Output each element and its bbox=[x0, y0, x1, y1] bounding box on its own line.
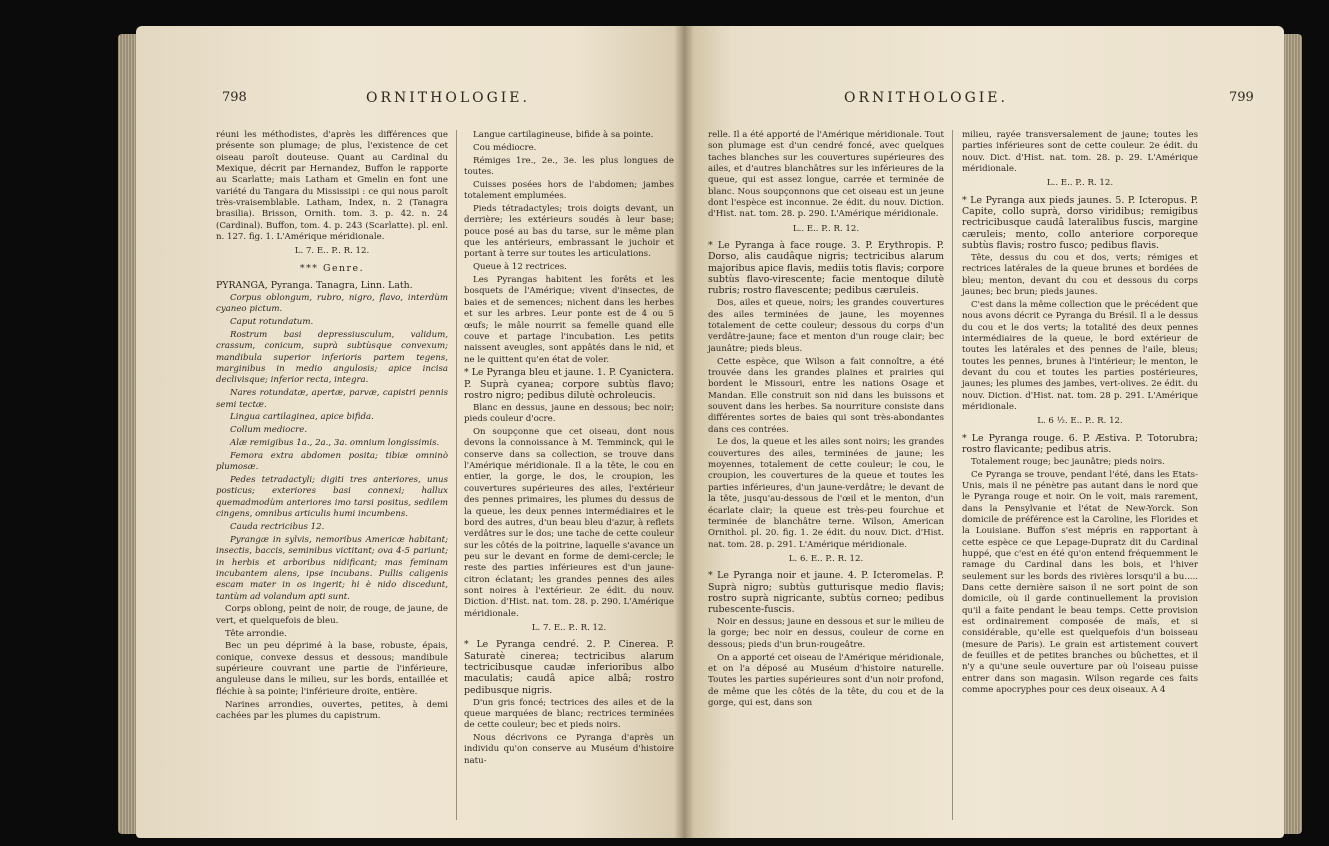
measurement-line: L. 7. E.. P.. R. 12. bbox=[531, 622, 607, 633]
paragraph: On a apporté cet oiseau de l'Amérique méridionale, et on l'a déposé au Muséum d'histoire naturelle. Toutes les parties supérieures sont d'un noir profond, de même que les côtés de la tête, du cou et de la gorge, qui est, dans son bbox=[708, 652, 944, 708]
measurement-line: L. 6. E.. P.. R. 12. bbox=[788, 553, 864, 564]
right-page-edges bbox=[1282, 34, 1302, 834]
paragraph: Nous décrivons ce Pyranga d'après un individu qu'on conserve au Muséum d'histoire natu- bbox=[464, 733, 674, 766]
entry-heading: * Le Pyranga aux pieds jaunes. 5. P. Icteropus. P. Capite, collo suprà, dorso viridibus; remigibus rectricibusque caudâ lateralibus fuscis, margine cæruleis; mento, collo anteriore corporeque subtùs flavis; rostro fusco; pedibus flavis. bbox=[962, 194, 1198, 252]
paragraph: Alæ remigibus 1a., 2a., 3a. omnium longissimis. bbox=[230, 438, 440, 449]
paragraph: On soupçonne que cet oiseau, dont nous devons la connoissance à M. Temminck, qui le conserve dans sa collection, se trouve dans l'Amérique méridionale. Il a la tête, le cou en entier, la gorge, le dos, le croupion, les couvertures supérieures des ailes, l'extérieur des pennes primaires, les plumes du dessus de la queue, les deux pennes intermédiaires et le bord des autres, d'un beau bleu d'azur, à reflets verdâtres sur le dos; une tache de cette couleur sur les côtés de la poitrine, laquelle s'avance un peu sur le devant en forme de demi-cercle; le reste des parties inférieures est d'un jaune-citron éclatant; les grandes pennes des ailes sont noires à l'extérieur. 2e édit. du nouv. Diction. d'Hist. nat. tom. 28. p. 290. L'Amérique méridionale. bbox=[464, 427, 674, 619]
paragraph: Rémiges 1re., 2e., 3e. les plus longues de toutes. bbox=[464, 155, 674, 178]
right-column-1 bbox=[708, 130, 944, 711]
paragraph: Narines arrondies, ouvertes, petites, à demi cachées par les plumes du capistrum. bbox=[216, 699, 448, 721]
left-column-2 bbox=[464, 130, 674, 769]
entry-heading: * Le Pyranga cendré. 2. P. Cinerea. P. Saturatè cinerea; tectricibus alarum tectricibusque caudæ inferioribus albo maculatis; caudâ apice albâ; rostro pedibusque nigris. bbox=[464, 639, 674, 696]
paragraph: milieu, rayée transversalement de jaune; toutes les parties inférieures sont de cette couleur. 2e édit. du nouv. Dict. d'Hist. nat. tom. 28. p. 29. L'Amérique méridionale. bbox=[962, 130, 1198, 175]
paragraph: Cette espèce, que Wilson a fait connoître, a été trouvée dans les grandes plaines et prairies qui bordent le Missouri, entre les nations Osage et Mandan. Elle construit son nid dans les buissons et souvent dans les herbes. Sa nourriture consiste dans différentes sortes de baies qui sont très-abondantes dans ces contrées. bbox=[708, 356, 944, 435]
paragraph: Lingua cartilaginea, apice bifida. bbox=[230, 412, 374, 423]
paragraph: Ce Pyranga se trouve, pendant l'été, dans les Etats-Unis, mais il ne pénètre pas autant dans le nord que le Pyranga rouge et noir. On le voit, mais rarement, dans la Pensylvanie et l'état de New-Yorck. Son domicile de préférence est la Caroline, les Florides et la Louisiane. Buffon s'est mépris en rapportant à cette espèce ce que Lepage-Dupratz dit du Cardinal huppé, que c'est en été qu'on entend fréquemment le ramage du Cardinal dans les bois, et l'hiver seulement sur les bords des rivières lorsqu'il a bu..... Dans cette dernière saison il ne sort point de son domicile, où il garde continuellement la provision qu'il a faite pendant le beau temps. Cette provision est ordinairement composée de maïs, et si considérable, qu'elle est quelquefois d'un boisseau (mesure de Paris). Le grain est artistement couvert de feuilles et de petites branches ou bûchettes, et il n'y a qu'une seule ouverture par où l'oiseau puisse entrer dans son magasin. Wilson regarde ces faits comme apocryphes pour ces deux oiseaux. A 4 bbox=[962, 469, 1198, 696]
entry-heading: * Le Pyranga bleu et jaune. 1. P. Cyanictera. P. Suprà cyanea; corpore subtùs flavo; rostro nigro; pedibus dilutè ochroleucis. bbox=[464, 367, 674, 402]
paragraph: Femora extra abdomen posita; tibiæ omninò plumosæ. bbox=[216, 450, 448, 473]
paragraph: Noir en dessus; jaune en dessous et sur le milieu de la gorge; bec noir en dessus, couleur de corne en dessous; pieds d'un brun-rougeâtre. bbox=[708, 617, 944, 650]
right-column-2 bbox=[962, 130, 1198, 698]
entry-heading: * Le Pyranga rouge. 6. P. Æstiva. P. Totorubra; rostro flavicante; pedibus atris. bbox=[962, 432, 1198, 455]
measurement-line: L.. E.. P.. R. 12. bbox=[1046, 178, 1114, 189]
left-running-head: ORNITHOLOGIE. bbox=[366, 90, 530, 106]
paragraph: Corpus oblongum, rubro, nigro, flavo, interdùm cyaneo pictum. bbox=[216, 292, 448, 315]
paragraph: Cou médiocre. bbox=[473, 142, 537, 153]
paragraph: Pyrangæ in sylvis, nemoribus Americæ habitant; insectis, baccis, seminibus victitant; ova 4-5 pariunt; in herbis et arboribus nidificant; mas feminam incubantem alens, ipse incubans. Pullis caligenis escam mater in os ingerit; hi è nido discedunt, tantùm ad volandum apti sunt. bbox=[216, 534, 448, 602]
paragraph: Queue à 12 rectrices. bbox=[473, 262, 567, 273]
measurement-line: L. 6 ½. E.. P.. R. 12. bbox=[1037, 416, 1123, 427]
book-gutter bbox=[674, 26, 694, 838]
left-column-1 bbox=[216, 130, 448, 724]
right-running-head: ORNITHOLOGIE. bbox=[844, 90, 1008, 106]
left-page bbox=[136, 26, 684, 838]
right-page-number: 799 bbox=[1229, 90, 1254, 105]
paragraph: Dos, ailes et queue, noirs; les grandes couvertures des ailes terminées de jaune, les moyennes totalement de cette couleur; dessous du corps d'un verdâtre-jaune; face et menton d'un rouge clair; bec jaunâtre; pieds bleus. bbox=[708, 298, 944, 354]
left-page-edges bbox=[118, 34, 138, 834]
measurement-line: L.. E.. P.. R. 12. bbox=[792, 223, 860, 234]
paragraph: Tête arrondie. bbox=[225, 628, 287, 639]
paragraph: Caput rotundatum. bbox=[230, 317, 314, 328]
measurement-line: L. 7. E.. P.. R. 12. bbox=[294, 246, 370, 257]
right-page bbox=[684, 26, 1284, 838]
genre-heading: *** Genre. bbox=[299, 262, 365, 274]
paragraph: Les Pyrangas habitent les forêts et les bosquets de l'Amérique; vivent d'insectes, de baies et de semences; nichent dans les herbes et sur les arbres. Leur ponte est de 4 ou 5 œufs; le mâle nourrit sa femelle quand elle couve et partage l'incubation. Les petits naissent aveugles, sont appâtés dans le nid, et ne le quittent qu'en état de voler. bbox=[464, 275, 674, 365]
paragraph: Cauda rectricibus 12. bbox=[230, 522, 325, 532]
paragraph: Cuisses posées hors de l'abdomen; jambes totalement emplumées. bbox=[464, 179, 674, 202]
paragraph: Pedes tetradactyli; digiti tres anteriores, unus posticus; exteriores basi connexi; hallux quemadmodùm anteriores imo tarsi positus, sedilem cingens, omnibus articulis humi incumbens. bbox=[216, 475, 448, 520]
paragraph: Tête, dessus du cou et dos, verts; rémiges et rectrices latérales de la queue brunes et bordées de bleu; menton, devant du cou et dessous du corps jaunes; bec brun; pieds jaunes. bbox=[962, 252, 1198, 297]
column-rule bbox=[952, 130, 953, 820]
paragraph: Blanc en dessus, jaune en dessous; bec noir; pieds couleur d'ocre. bbox=[464, 402, 674, 425]
paragraph: Collum mediocre. bbox=[230, 425, 308, 436]
left-page-number: 798 bbox=[222, 90, 247, 105]
paragraph: Totalement rouge; bec jaunâtre; pieds noirs. bbox=[971, 456, 1165, 467]
paragraph: Langue cartilagineuse, bifide à sa pointe. bbox=[473, 130, 654, 140]
paragraph: Rostrum basi depressiusculum, validum, crassum, conicum, suprà subtùsque convexum; mandibula superior inferioris partem tegens, marginibus in medio angulosis; apice incisa declivisque; inferior recta, integra. bbox=[216, 330, 448, 386]
paragraph: Pieds tétradactyles; trois doigts devant, un derrière; les extérieurs soudés à leur base; pouce posé au bas du tarse, sur le même plan que les antérieurs, embrassant le juchoir et portant à terre sur toutes les articulations. bbox=[464, 204, 674, 260]
paragraph: Nares rotundatæ, apertæ, parvæ, capistri pennis semi tectæ. bbox=[216, 388, 448, 410]
paragraph: Le dos, la queue et les ailes sont noirs; les grandes couvertures des ailes, terminées de jaune; les moyennes, totalement de cette couleur; le cou, le croupion, les couvertures de la queue et toutes les parties inférieures, d'un jaune-verdâtre; le devant de la tête, jusqu'au-dessous de l'œil et le menton, d'un écarlate clair; la queue est très-peu fourchue et terminée de blanchâtre terne. Wilson, American Ornithol. pl. 20. fig. 1. 2e édit. du nouv. Dict. d'Hist. nat. tom. 28. p. 291. L'Amérique méridionale. bbox=[708, 437, 944, 550]
paragraph: Corps oblong, peint de noir, de rouge, de jaune, de vert, et quelquefois de bleu. bbox=[216, 604, 448, 626]
entry-heading: * Le Pyranga noir et jaune. 4. P. Icteromelas. P. Suprà nigro; subtùs gutturisque medio flavis; rostro suprà nigricante, subtùs corneo; pedibus rubescente-fuscis. bbox=[708, 570, 944, 616]
paragraph: Bec un peu déprimé à la base, robuste, épais, conique, convexe dessus et dessous; mandibule supérieure couvrant une partie de l'inférieure, anguleuse dans le milieu, sur les bords, entaillée et fléchie à sa pointe; l'inférieure droite, entière. bbox=[216, 641, 448, 697]
column-rule bbox=[456, 130, 457, 820]
entry-heading: PYRANGA, Pyranga. Tanagra, Linn. Lath. bbox=[216, 280, 413, 292]
paragraph: réuni les méthodistes, d'après les différences que présente son plumage; de plus, l'existence de cet oiseau paroît douteuse. Quant au Cardinal du Mexique, décrit par Hernandez, Buffon le rapporte au Scarlatte; mais Latham et Gmelin en font une variété du Tangara du Mississipi : ce qui nous paroît très-vraisemblable. Latham, Index, n. 2 (Tanagra brasilia). Brisson, Ornith. tom. 3. p. 42. n. 24 (Cardinal). Buffon, tom. 4. p. 243 (Scarlatte). pl. enl. n. 127. fig. 1. L'Amérique méridionale. bbox=[216, 130, 448, 243]
paragraph: relle. Il a été apporté de l'Amérique méridionale. Tout son plumage est d'un cendré foncé, avec quelques taches blanches sur les couvertures supérieures des ailes, et d'autres blanchâtres sur les inférieures de la queue, qui est assez longue, carrée et terminée de blanc. Nous soupçonnons que cet oiseau est un jeune dont l'espèce est inconnue. 2e édit. du nouv. Diction. d'Hist. nat. tom. 28. p. 290. L'Amérique méridionale. bbox=[708, 130, 944, 220]
entry-heading: * Le Pyranga à face rouge. 3. P. Erythropis. P. Dorso, alis caudâque nigris; tectricibus alarum majoribus apice flavis, mediis totis flavis; corpore subtùs flavo-virescente; facie mentoque dilutè rubris; rostro flavescente; pedibus cæruleis. bbox=[708, 240, 944, 297]
paragraph: D'un gris foncé; tectrices des ailes et de la queue marquées de blanc; rectrices terminées de cette couleur; bec et pieds noirs. bbox=[464, 697, 674, 731]
paragraph: C'est dans la même collection que le précédent que nous avons décrit ce Pyranga du Brésil. Il a le dessus du cou et le dos verts; la totalité des deux pennes intermédiaires de la queue, le bord extérieur de toutes les latérales et des pennes de l'aile, bleus; toutes les pennes, brunes à l'intérieur; le menton, le devant du cou et toutes les parties postérieures, jaunes; les plumes des jambes, vert-olives. 2e édit. du nouv. Diction. d'Hist. nat. tom. 28 p. 291. L'Amérique méridionale. bbox=[962, 299, 1198, 412]
